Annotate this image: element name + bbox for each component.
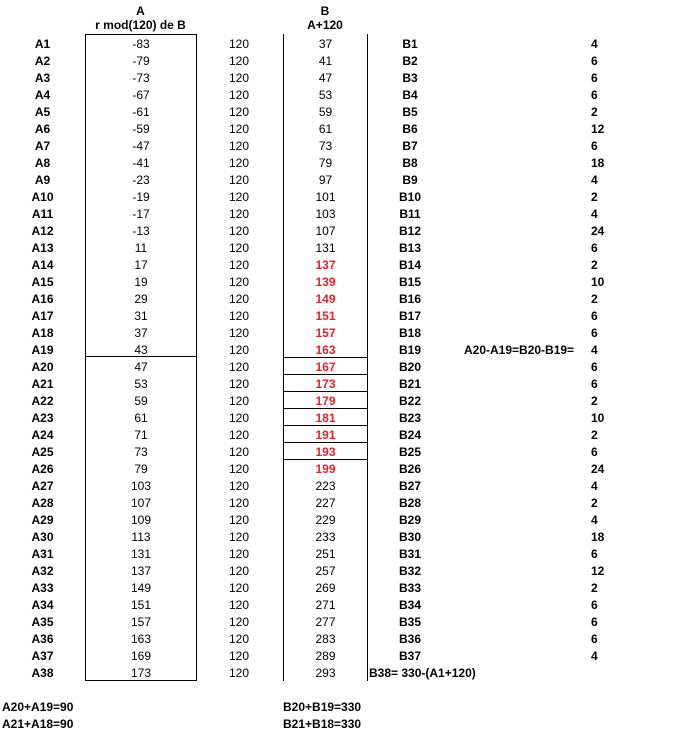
b-value: 227: [315, 496, 336, 510]
mod-value: 120: [228, 326, 250, 340]
a-label: A22: [31, 394, 54, 408]
mod-value: 120: [228, 292, 250, 306]
b-value: 73: [318, 139, 333, 153]
diff-value: 2: [591, 581, 598, 595]
a-value: -83: [132, 37, 150, 51]
col-b-divider: [283, 374, 368, 375]
a-label: A19: [31, 343, 54, 357]
diff-value: 18: [591, 530, 605, 544]
b-value: 181: [315, 411, 336, 425]
a-label: A3: [34, 71, 51, 85]
b-value: 269: [315, 581, 336, 595]
b-value: 167: [315, 360, 336, 374]
a-label: A20: [31, 360, 54, 374]
mod-value: 120: [228, 462, 250, 476]
mod-value: 120: [228, 598, 250, 612]
a-value: 163: [130, 632, 152, 646]
diff-value: 2: [591, 496, 598, 510]
b-value: 179: [315, 394, 336, 408]
b-value: 191: [315, 428, 336, 442]
a-value: -61: [132, 105, 150, 119]
mod-value: 120: [228, 649, 250, 663]
b-value: 107: [315, 224, 336, 238]
mod-value: 120: [228, 615, 250, 629]
mod-value: 120: [228, 496, 250, 510]
a-value: 107: [130, 496, 152, 510]
b-label: B27: [398, 479, 421, 493]
a-value: 59: [134, 394, 148, 408]
col-b-title: A+120: [307, 18, 343, 32]
b-value: 293: [315, 666, 336, 680]
b-label: B5: [402, 105, 418, 119]
diff-value: 6: [591, 615, 598, 629]
mod-value: 120: [228, 258, 250, 272]
a-value: -59: [132, 122, 150, 136]
a-value: 103: [130, 479, 152, 493]
a-value: 19: [134, 275, 148, 289]
mod-value: 120: [228, 530, 250, 544]
diff-value: 6: [591, 445, 598, 459]
diff-value: 2: [591, 292, 598, 306]
mod-value: 120: [228, 394, 250, 408]
diff-value: 6: [591, 360, 598, 374]
mod-value: 120: [228, 37, 250, 51]
b-label: B31: [398, 547, 421, 561]
a-value: 37: [134, 326, 148, 340]
a-value: -79: [132, 54, 150, 68]
col-b-divider: [283, 459, 368, 460]
diff-value: 6: [591, 71, 598, 85]
mod-value: 120: [228, 71, 250, 85]
a-label: A12: [31, 224, 54, 238]
a-label: A17: [31, 309, 54, 323]
b-label: B9: [402, 173, 418, 187]
b-label: B24: [398, 428, 421, 442]
b-value: 151: [315, 309, 336, 323]
a-label: A21: [31, 377, 54, 391]
a-value: 149: [130, 581, 152, 595]
footer-right-2: B21+B18=330: [283, 717, 362, 731]
b-label: B37: [398, 649, 421, 663]
diff-value: 6: [591, 241, 598, 255]
a-value: 169: [130, 649, 152, 663]
mod-value: 120: [228, 547, 250, 561]
col-b-letter: B: [320, 4, 330, 18]
a-label: A18: [31, 326, 54, 340]
col-b-divider: [283, 391, 368, 392]
diff-value: 6: [591, 88, 598, 102]
diff-value: 2: [591, 190, 598, 204]
a-label: A31: [31, 547, 54, 561]
mod-value: 120: [228, 564, 250, 578]
b-value: 139: [315, 275, 336, 289]
b-label: B26: [398, 462, 421, 476]
diff-value: 24: [591, 224, 605, 238]
a-value: 79: [134, 462, 148, 476]
mod-value: 120: [228, 445, 250, 459]
b-label: B12: [398, 224, 421, 238]
a-label: A8: [34, 156, 51, 170]
b-label: B14: [398, 258, 421, 272]
b-value: 173: [315, 377, 336, 391]
mod-value: 120: [228, 190, 250, 204]
a-value: 151: [130, 598, 152, 612]
b-label: B11: [399, 207, 421, 221]
a-label: A14: [31, 258, 54, 272]
b-value: 199: [315, 462, 336, 476]
b-value: 101: [315, 190, 336, 204]
diff-value: 10: [591, 275, 605, 289]
a-value: 173: [130, 666, 152, 680]
a-label: A32: [31, 564, 54, 578]
a-label: A11: [31, 207, 54, 221]
a-value: 17: [134, 258, 148, 272]
mod-value: 120: [228, 207, 250, 221]
diff-value: 4: [591, 479, 598, 493]
b-value: 229: [315, 513, 336, 527]
b-value: 47: [318, 71, 333, 85]
b-label: B8: [402, 156, 418, 170]
mod-value: 120: [228, 343, 250, 357]
diff-value: 4: [591, 343, 598, 357]
a-value: 109: [130, 513, 152, 527]
b-label: B34: [398, 598, 421, 612]
b-label: B7: [402, 139, 418, 153]
a-value: 31: [134, 309, 148, 323]
a-value: -19: [132, 190, 150, 204]
b-label: B10: [398, 190, 421, 204]
diff-value: 12: [591, 564, 605, 578]
mod-value: 120: [228, 241, 250, 255]
a-label: A6: [34, 122, 51, 136]
b-value: 163: [315, 343, 336, 357]
a-value: 113: [131, 530, 151, 544]
a-label: A2: [34, 54, 51, 68]
b-label: B19: [398, 343, 421, 357]
b-value: 59: [318, 105, 333, 119]
b-value: 251: [315, 547, 336, 561]
b-label: B15: [398, 275, 421, 289]
mod-value: 120: [228, 139, 250, 153]
a-value: 61: [134, 411, 148, 425]
b-label: B17: [398, 309, 421, 323]
a-value: 11: [134, 241, 148, 255]
col-a-letter: A: [136, 4, 145, 18]
a-label: A28: [31, 496, 54, 510]
a-label: A24: [31, 428, 54, 442]
b-value: 193: [315, 445, 336, 459]
mod-value: 120: [228, 581, 250, 595]
b-value: 257: [315, 564, 336, 578]
b-value: 277: [315, 615, 336, 629]
col-b-divider: [283, 408, 368, 409]
b-label: B33: [398, 581, 421, 595]
b-label: B4: [402, 88, 418, 102]
diff-value: 6: [591, 139, 598, 153]
a-label: A29: [31, 513, 54, 527]
a-value: 73: [134, 445, 148, 459]
b-label: B32: [398, 564, 421, 578]
diff-value: 2: [591, 105, 598, 119]
a-label: A35: [31, 615, 54, 629]
b-label: B3: [402, 71, 418, 85]
b-value: 149: [315, 292, 336, 306]
diff-value: 4: [591, 207, 598, 221]
b-value: 53: [318, 88, 333, 102]
diff-value: 2: [591, 428, 598, 442]
diff-value: 6: [591, 309, 598, 323]
mod-value: 120: [228, 54, 250, 68]
b-label: B21: [398, 377, 421, 391]
mod-value: 120: [228, 411, 250, 425]
b-value: 289: [315, 649, 336, 663]
diff-value: 6: [591, 377, 598, 391]
diff-value: 6: [591, 598, 598, 612]
b-label: B35: [398, 615, 421, 629]
a-label: A4: [34, 88, 51, 102]
col-b-divider: [283, 442, 368, 443]
a-value: 43: [134, 343, 148, 357]
diff-value: 10: [591, 411, 605, 425]
a-value: 47: [134, 360, 148, 374]
b-label: B22: [398, 394, 421, 408]
a-label: A23: [31, 411, 54, 425]
mod-value: 120: [228, 428, 250, 442]
b-label: B20: [398, 360, 421, 374]
mod-value: 120: [228, 122, 250, 136]
mod-value: 120: [228, 479, 250, 493]
a-value: 29: [134, 292, 148, 306]
a-label: A7: [34, 139, 51, 153]
a-value: 137: [130, 564, 152, 578]
diff-value: 12: [591, 122, 605, 136]
diff-value: 18: [591, 156, 605, 170]
b-value: 157: [315, 326, 336, 340]
mod-value: 120: [228, 224, 250, 238]
a-label: A27: [31, 479, 54, 493]
b-value: 131: [315, 241, 336, 255]
b-label: B28: [398, 496, 421, 510]
a-label: A26: [31, 462, 54, 476]
col-b-divider: [283, 357, 368, 358]
mod-value: 120: [228, 88, 250, 102]
diff-value: 24: [591, 462, 605, 476]
mod-value: 120: [228, 156, 250, 170]
b-label: B36: [398, 632, 421, 646]
a-label: A25: [31, 445, 54, 459]
b-value: 103: [315, 207, 336, 221]
footer-right-1: B20+B19=330: [283, 700, 362, 714]
mod-value: 120: [228, 105, 250, 119]
note-b38: B38= 330-(A1+120): [369, 666, 476, 680]
b-value: 41: [318, 54, 333, 68]
a-value: 53: [134, 377, 148, 391]
mod-value: 120: [228, 360, 250, 374]
b-value: 223: [315, 479, 336, 493]
a-label: A34: [31, 598, 54, 612]
a-value: -41: [132, 156, 150, 170]
a-label: A16: [31, 292, 54, 306]
a-label: A15: [31, 275, 54, 289]
diff-value: 6: [591, 54, 598, 68]
diff-value: 4: [591, 649, 598, 663]
b-label: B6: [402, 122, 418, 136]
a-value: -23: [132, 173, 150, 187]
diff-value: 4: [591, 173, 598, 187]
diff-value: 6: [591, 632, 598, 646]
note-row19: A20-A19=B20-B19=: [464, 343, 575, 357]
a-label: A1: [34, 37, 51, 51]
mod-value: 120: [228, 513, 250, 527]
b-value: 271: [315, 598, 336, 612]
a-label: A37: [31, 649, 54, 663]
diff-value: 6: [591, 326, 598, 340]
b-label: B30: [398, 530, 421, 544]
a-value: -47: [132, 139, 150, 153]
b-label: B2: [402, 54, 418, 68]
a-value: -17: [132, 207, 150, 221]
a-label: A38: [31, 666, 54, 680]
a-label: A30: [31, 530, 54, 544]
b-value: 97: [318, 173, 333, 187]
a-value: -73: [132, 71, 150, 85]
footer-left-1: A20+A19=90: [2, 700, 74, 714]
b-label: B23: [398, 411, 421, 425]
a-label: A13: [31, 241, 54, 255]
footer-left-2: A21+A18=90: [2, 717, 74, 731]
b-value: 137: [315, 258, 336, 272]
diff-value: 6: [591, 547, 598, 561]
b-value: 37: [318, 37, 333, 51]
mod-value: 120: [228, 173, 250, 187]
a-label: A5: [34, 105, 51, 119]
diff-value: 2: [591, 394, 598, 408]
b-value: 283: [315, 632, 336, 646]
b-label: B18: [398, 326, 421, 340]
a-label: A36: [31, 632, 54, 646]
b-label: B1: [402, 37, 418, 51]
a-label: A9: [34, 173, 51, 187]
b-value: 61: [318, 122, 333, 136]
a-label: A33: [31, 581, 54, 595]
mod-value: 120: [228, 666, 250, 680]
mod-value: 120: [228, 275, 250, 289]
a-value: 71: [134, 428, 148, 442]
mod-value: 120: [228, 377, 250, 391]
a-value: -67: [132, 88, 150, 102]
b-label: B25: [398, 445, 421, 459]
b-label: B16: [398, 292, 421, 306]
b-label: B13: [398, 241, 421, 255]
a-value: 131: [130, 547, 152, 561]
diff-value: 2: [591, 258, 598, 272]
diff-value: 4: [591, 513, 598, 527]
b-label: B29: [398, 513, 421, 527]
mod-value: 120: [228, 309, 250, 323]
a-value: -13: [132, 224, 150, 238]
b-value: 233: [315, 530, 336, 544]
a-value: 157: [130, 615, 152, 629]
col-b-divider: [283, 425, 368, 426]
col-a-title: r mod(120) de B: [95, 18, 186, 32]
mod-value: 120: [228, 632, 250, 646]
b-value: 79: [318, 156, 333, 170]
a-label: A10: [31, 190, 54, 204]
diff-value: 4: [591, 37, 598, 51]
